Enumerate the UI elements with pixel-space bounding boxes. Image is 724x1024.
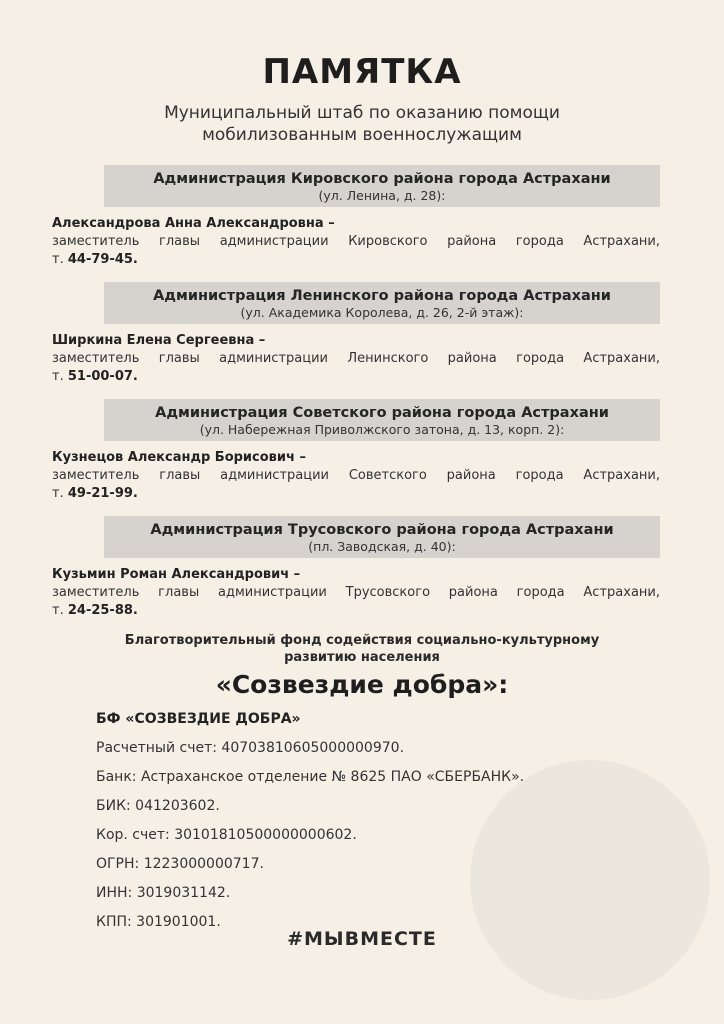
fund-bank-details (96, 708, 656, 940)
contact-phone-line (52, 251, 660, 269)
fund-heading (0, 632, 724, 666)
contact-phone: 49-21-99. (67, 486, 138, 501)
page-subtitle (0, 102, 724, 146)
section-header (104, 282, 660, 324)
fund-kpp: КПП: 301901001. (96, 914, 221, 930)
section-address: (ул. Академика Королева, д. 26, 2-й этаж): (240, 305, 524, 320)
phone-prefix: т. (52, 369, 64, 384)
fund-heading-line-2: развитию населения (284, 650, 440, 665)
section-address: (пл. Заводская, д. 40): (308, 539, 456, 554)
section-address: (ул. Набережная Приволжского затона, д. 13, корп. 2): (199, 422, 565, 437)
phone-prefix: т. (52, 486, 64, 501)
contact-phone: 24-25-88. (67, 603, 138, 618)
contact-person (52, 332, 660, 386)
fund-bik: БИК: 041203602. (96, 798, 220, 814)
phone-prefix: т. (52, 252, 64, 267)
section-header (104, 516, 660, 558)
fund-account: Расчетный счет: 40703810605000000970. (96, 740, 405, 756)
section-address: (ул. Ленина, д. 28): (318, 188, 446, 203)
contact-phone: 44-79-45. (67, 252, 138, 267)
section-title: Администрация Ленинского района города Астрахани (153, 288, 611, 304)
section-title: Администрация Кировского района города Астрахани (153, 171, 611, 187)
contact-person (52, 449, 660, 503)
phone-prefix: т. (52, 603, 64, 618)
page-title: ПАМЯТКА (262, 52, 462, 92)
fund-inn: ИНН: 3019031142. (96, 885, 231, 901)
section-kirovsky (52, 165, 660, 269)
contact-phone: 51-00-07. (67, 369, 138, 384)
contact-person (52, 566, 660, 620)
fund-ogrn: ОГРН: 1223000000717. (96, 856, 264, 872)
contact-phone-line (52, 368, 660, 386)
section-sovetsky (52, 399, 660, 503)
section-leninsky (52, 282, 660, 386)
fund-corr-account: Кор. счет: 30101810500000000602. (96, 827, 357, 843)
subtitle-line-2: мобилизованным военнослужащим (202, 125, 522, 145)
contact-role: заместитель главы администрации Трусовского района города Астрахани, (52, 585, 660, 600)
section-header (104, 165, 660, 207)
contact-phone-line (52, 602, 660, 620)
fund-heading-line-1: Благотворительный фонд содействия социально-культурному (124, 633, 600, 648)
section-header (104, 399, 660, 441)
contact-name: Ширкина Елена Сергеевна – (52, 333, 266, 348)
subtitle-line-1: Муниципальный штаб по оказанию помощи (164, 103, 560, 123)
section-title: Администрация Советского района города Астрахани (155, 405, 609, 421)
fund-bank: Банк: Астраханское отделение № 8625 ПАО «СБЕРБАНК». (96, 769, 525, 785)
fund-name: «Созвездие добра»: (215, 670, 509, 699)
contact-name: Кузнецов Александр Борисович – (52, 450, 306, 465)
contact-role: заместитель главы администрации Ленинского района города Астрахани, (52, 351, 660, 366)
section-trusovsky (52, 516, 660, 620)
fund-org-name: БФ «СОЗВЕЗДИЕ ДОБРА» (96, 711, 301, 727)
section-title: Администрация Трусовского района города Астрахани (150, 522, 614, 538)
footer-hashtag: #МЫВМЕСТЕ (287, 928, 437, 950)
contact-name: Александрова Анна Александровна – (52, 216, 335, 231)
contact-role: заместитель главы администрации Советского района города Астрахани, (52, 468, 660, 483)
contact-role: заместитель главы администрации Кировского района города Астрахани, (52, 234, 660, 249)
contact-person (52, 215, 660, 269)
contact-name: Кузьмин Роман Александрович – (52, 567, 301, 582)
contact-phone-line (52, 485, 660, 503)
